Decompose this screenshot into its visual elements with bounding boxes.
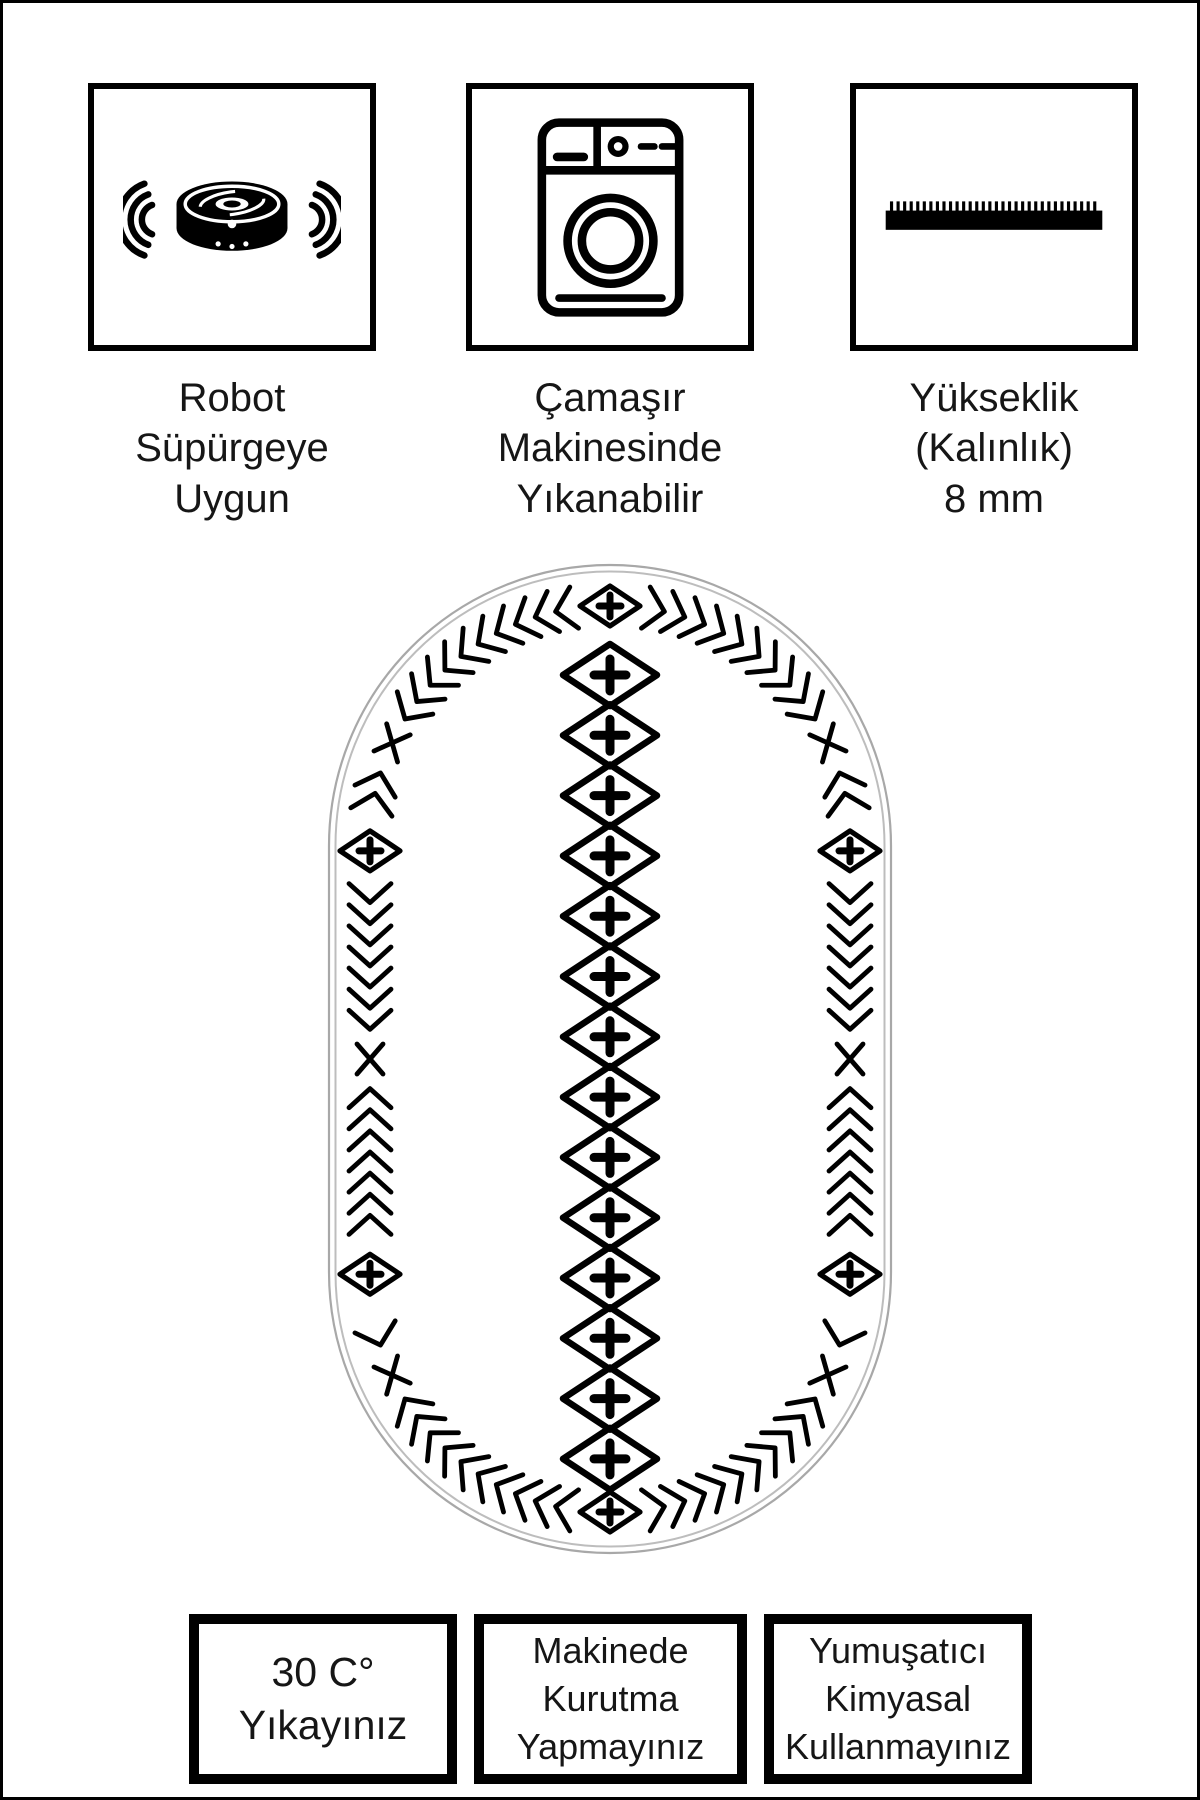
feature-label-line: Süpürgeye bbox=[135, 426, 329, 471]
washing-machine-icon bbox=[534, 115, 687, 320]
washing-machine-box bbox=[466, 83, 754, 351]
robot-vacuum-box bbox=[88, 83, 376, 351]
feature-label-line: Çamaşır bbox=[534, 376, 686, 420]
feature-robot-vacuum bbox=[88, 83, 376, 524]
care-line: Makinede bbox=[532, 1630, 689, 1672]
care-line: 30 C° bbox=[271, 1648, 375, 1695]
feature-pile-height bbox=[850, 83, 1138, 524]
feature-machine-washable bbox=[466, 83, 754, 524]
pile-height-icon bbox=[880, 174, 1108, 260]
care-box-no-softener bbox=[764, 1614, 1032, 1784]
feature-label-line: Yıkanabilir bbox=[516, 476, 704, 521]
feature-label-robot-vacuum bbox=[88, 373, 376, 524]
feature-label-line: Makinesinde bbox=[497, 426, 723, 471]
feature-label-pile-height bbox=[850, 373, 1138, 524]
feature-label-line: Uygun bbox=[174, 476, 290, 521]
care-box-no-tumble-dry bbox=[474, 1614, 747, 1784]
care-line: Kullanmayınız bbox=[784, 1725, 1012, 1767]
feature-label-line: Robot bbox=[178, 376, 286, 420]
feature-label-machine-washable bbox=[466, 373, 754, 524]
care-line: Yumuşatıcı bbox=[808, 1630, 988, 1672]
feature-label-line: Yükseklik bbox=[909, 376, 1079, 420]
rug-image bbox=[325, 561, 895, 1557]
robot-vacuum-icon bbox=[123, 126, 341, 308]
care-line: Kurutma bbox=[542, 1678, 679, 1720]
care-box-wash-30 bbox=[189, 1614, 457, 1784]
rug-illustration bbox=[325, 561, 895, 1557]
care-line: Yapmayınız bbox=[516, 1725, 705, 1767]
feature-label-line: (Kalınlık) bbox=[915, 426, 1073, 471]
pile-height-box bbox=[850, 83, 1138, 351]
feature-label-line: 8 mm bbox=[944, 476, 1044, 521]
care-line: Kimyasal bbox=[824, 1678, 972, 1720]
care-line: Yıkayınız bbox=[238, 1702, 408, 1748]
